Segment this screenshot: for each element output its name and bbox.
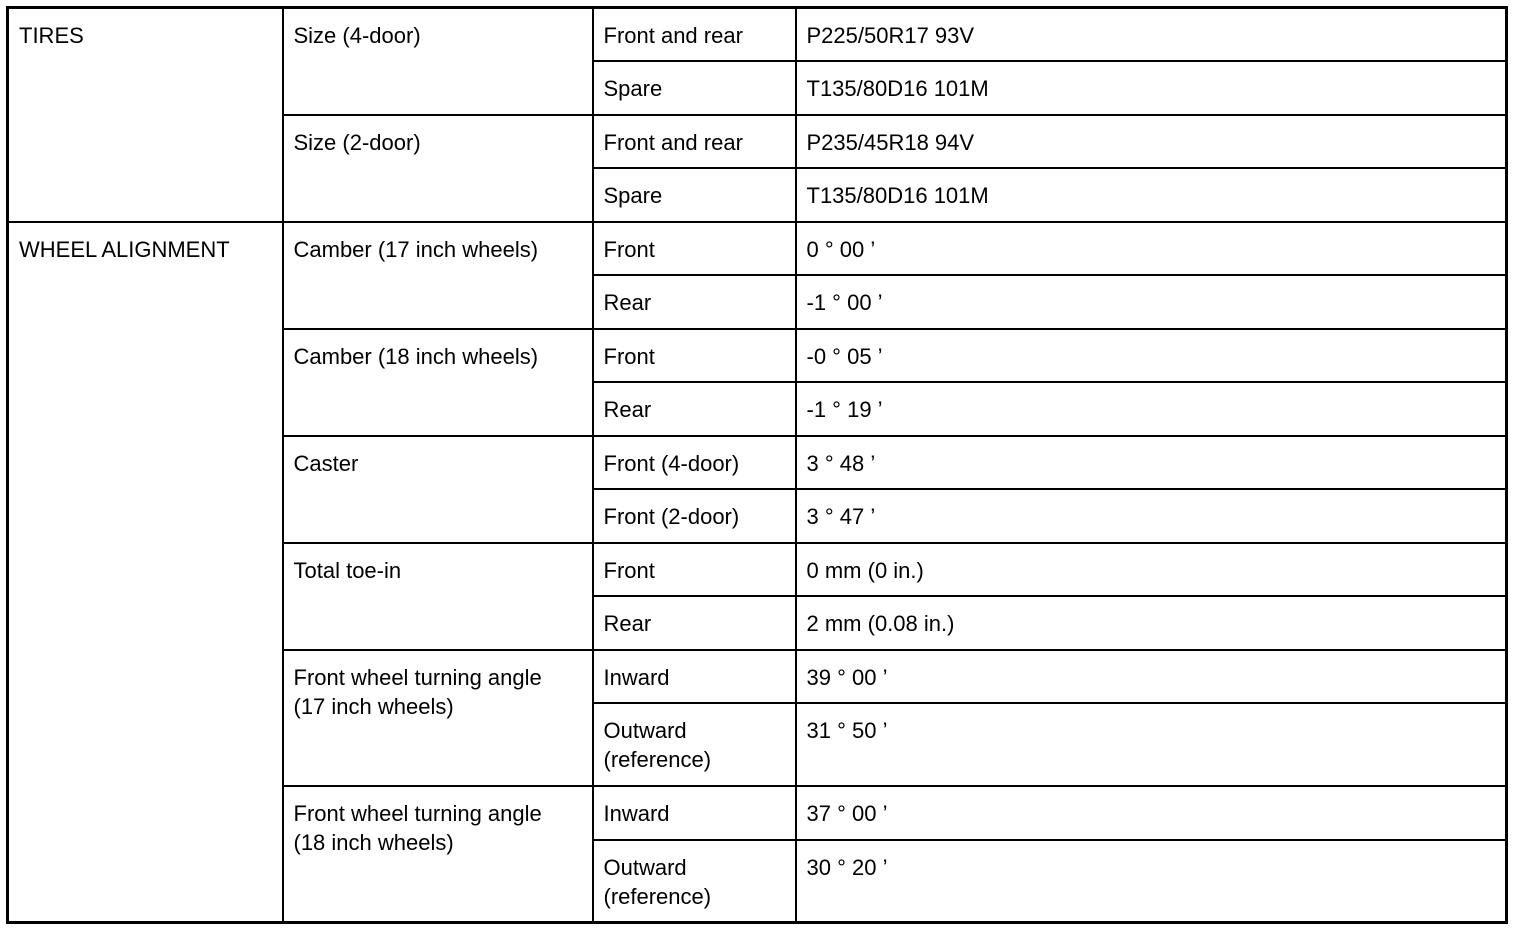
position-cell: Front [593,543,796,597]
item-turning-angle-18: Front wheel turning angle (18 inch wheels) [283,786,593,923]
position-cell: Inward [593,650,796,704]
item-total-toe-in: Total toe-in [283,543,593,650]
value-cell: 2 mm (0.08 in.) [796,596,1507,650]
item-caster: Caster [283,436,593,543]
value-cell: T135/80D16 101M [796,168,1507,222]
value-cell: 39 ° 00 ’ [796,650,1507,704]
value-cell: 0 mm (0 in.) [796,543,1507,597]
value-cell: 3 ° 48 ’ [796,436,1507,490]
value-cell: 37 ° 00 ’ [796,786,1507,840]
item-camber-18: Camber (18 inch wheels) [283,329,593,436]
position-cell: Rear [593,382,796,436]
position-cell: Outward (reference) [593,840,796,923]
position-cell: Front [593,222,796,276]
category-tires: TIRES [8,8,283,222]
position-cell: Outward (reference) [593,703,796,786]
table-row [8,8,1507,62]
specifications-table [6,6,1508,924]
value-cell: P235/45R18 94V [796,115,1507,169]
value-cell: 3 ° 47 ’ [796,489,1507,543]
item-turning-angle-17: Front wheel turning angle (17 inch wheels) [283,650,593,787]
value-cell: -1 ° 00 ’ [796,275,1507,329]
item-size-2-door: Size (2-door) [283,115,593,222]
value-cell: 30 ° 20 ’ [796,840,1507,923]
table-row [8,222,1507,276]
position-cell: Spare [593,168,796,222]
value-cell: -0 ° 05 ’ [796,329,1507,383]
position-cell: Front and rear [593,8,796,62]
position-cell: Front and rear [593,115,796,169]
position-cell: Front (2-door) [593,489,796,543]
value-cell: 0 ° 00 ’ [796,222,1507,276]
position-cell: Spare [593,61,796,115]
position-cell: Front [593,329,796,383]
value-cell: 31 ° 50 ’ [796,703,1507,786]
value-cell: T135/80D16 101M [796,61,1507,115]
value-cell: -1 ° 19 ’ [796,382,1507,436]
position-cell: Rear [593,275,796,329]
position-cell: Front (4-door) [593,436,796,490]
value-cell: P225/50R17 93V [796,8,1507,62]
position-cell: Inward [593,786,796,840]
item-size-4-door: Size (4-door) [283,8,593,115]
category-wheel-alignment: WHEEL ALIGNMENT [8,222,283,923]
item-camber-17: Camber (17 inch wheels) [283,222,593,329]
position-cell: Rear [593,596,796,650]
